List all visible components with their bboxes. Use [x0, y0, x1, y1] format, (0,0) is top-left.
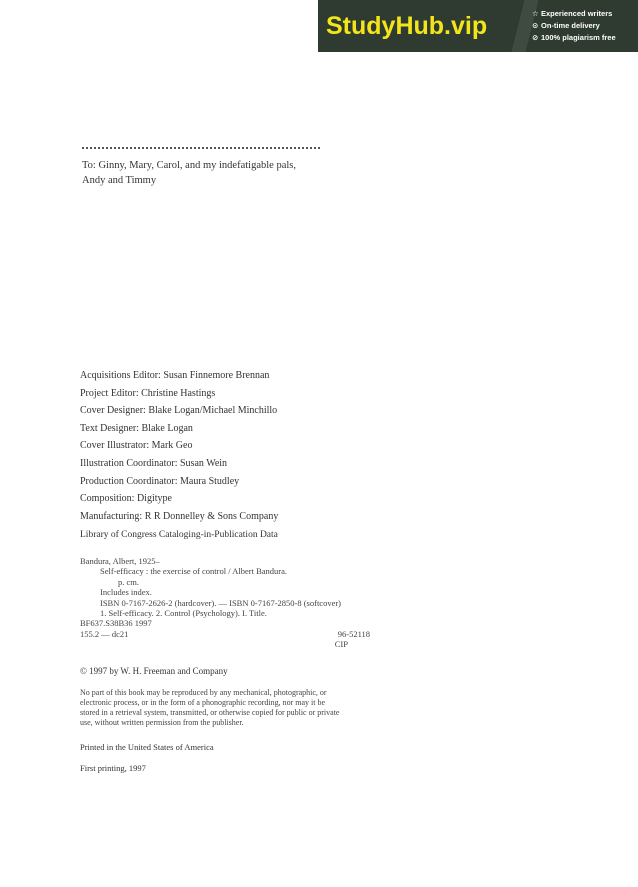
- studyhub-banner[interactable]: [318, 0, 638, 52]
- shield-icon: ⊘: [532, 33, 539, 42]
- feature-plagiarism-free: ⊘ 100% plagiarism free: [532, 33, 616, 42]
- printing-line: First printing, 1997: [80, 763, 146, 773]
- copyright-notice: © 1997 by W. H. Freeman and Company: [80, 666, 228, 676]
- rights-line: No part of this book may be reproduced by any mechanical, photographic, or: [80, 688, 327, 697]
- dedication-dotted-rule: [82, 147, 320, 149]
- cip-label-row: [80, 639, 370, 649]
- cip-data: [80, 556, 410, 650]
- cip-isbn: ISBN 0-7167-2626-2 (hardcover). — ISBN 0-7167-2850-8 (softcover): [100, 597, 342, 608]
- cip-dewey: 155.2 — dc21: [80, 628, 129, 639]
- credit-illustration-coordinator: Illustration Coordinator: Susan Wein: [80, 457, 228, 469]
- cip-subjects: 1. Self-efficacy. 2. Control (Psychology). I. Title.: [100, 608, 267, 619]
- credit-manufacturing: Manufacturing: R R Donnelley & Sons Company: [80, 510, 279, 522]
- credit-text-designer: Text Designer: Blake Logan: [80, 422, 193, 434]
- credit-production-coordinator: Production Coordinator: Maura Studley: [80, 475, 240, 487]
- dedication-line-1: To: Ginny, Mary, Carol, and my indefatigable pals,: [82, 160, 296, 171]
- clock-icon: ⊙: [532, 21, 539, 30]
- cip-author: Bandura, Albert, 1925–: [80, 556, 160, 566]
- credit-project-editor: Project Editor: Christine Hastings: [80, 387, 216, 399]
- credit-composition: Composition: Digitype: [80, 493, 172, 505]
- printed-in: Printed in the United States of America: [80, 742, 214, 752]
- studyhub-logo[interactable]: StudyHub.vip: [326, 11, 488, 40]
- rights-line: electronic process, or in the form of a phonographic recording, nor may it be: [80, 698, 326, 707]
- credit-cover-illustrator: Cover Illustrator: Mark Geo: [80, 440, 193, 452]
- cip-index: Includes index.: [100, 587, 152, 598]
- cataloging-heading: Library of Congress Cataloging-in-Publication Data: [80, 530, 278, 540]
- star-icon: ☆: [532, 9, 539, 18]
- feature-on-time-delivery: ⊙ On-time delivery: [532, 21, 600, 30]
- cip-pages: p. cm.: [118, 576, 140, 587]
- cip-label: CIP: [334, 639, 348, 650]
- rights-line: use, without written permission from the publisher.: [80, 718, 244, 727]
- dedication: [82, 158, 332, 188]
- banner-features: [532, 8, 616, 44]
- rights-line: stored in a retrieval system, transmitted, or otherwise copied for public or private: [80, 708, 340, 717]
- rights-statement: [80, 688, 410, 728]
- feature-experienced-writers: ☆ Experienced writers: [532, 9, 613, 18]
- cip-dewey-row: [80, 629, 370, 639]
- credit-acquisitions-editor: Acquisitions Editor: Susan Finnemore Brennan: [80, 370, 270, 381]
- dedication-line-2: Andy and Timmy: [82, 175, 157, 186]
- cip-title: Self-efficacy : the exercise of control / Albert Bandura.: [100, 566, 288, 577]
- cip-lccn: 96-52118: [337, 628, 370, 639]
- production-credits: [80, 367, 380, 525]
- credit-cover-designer: Cover Designer: Blake Logan/Michael Minchillo: [80, 405, 278, 417]
- cip-call-number: BF637.S38B36 1997: [80, 618, 152, 629]
